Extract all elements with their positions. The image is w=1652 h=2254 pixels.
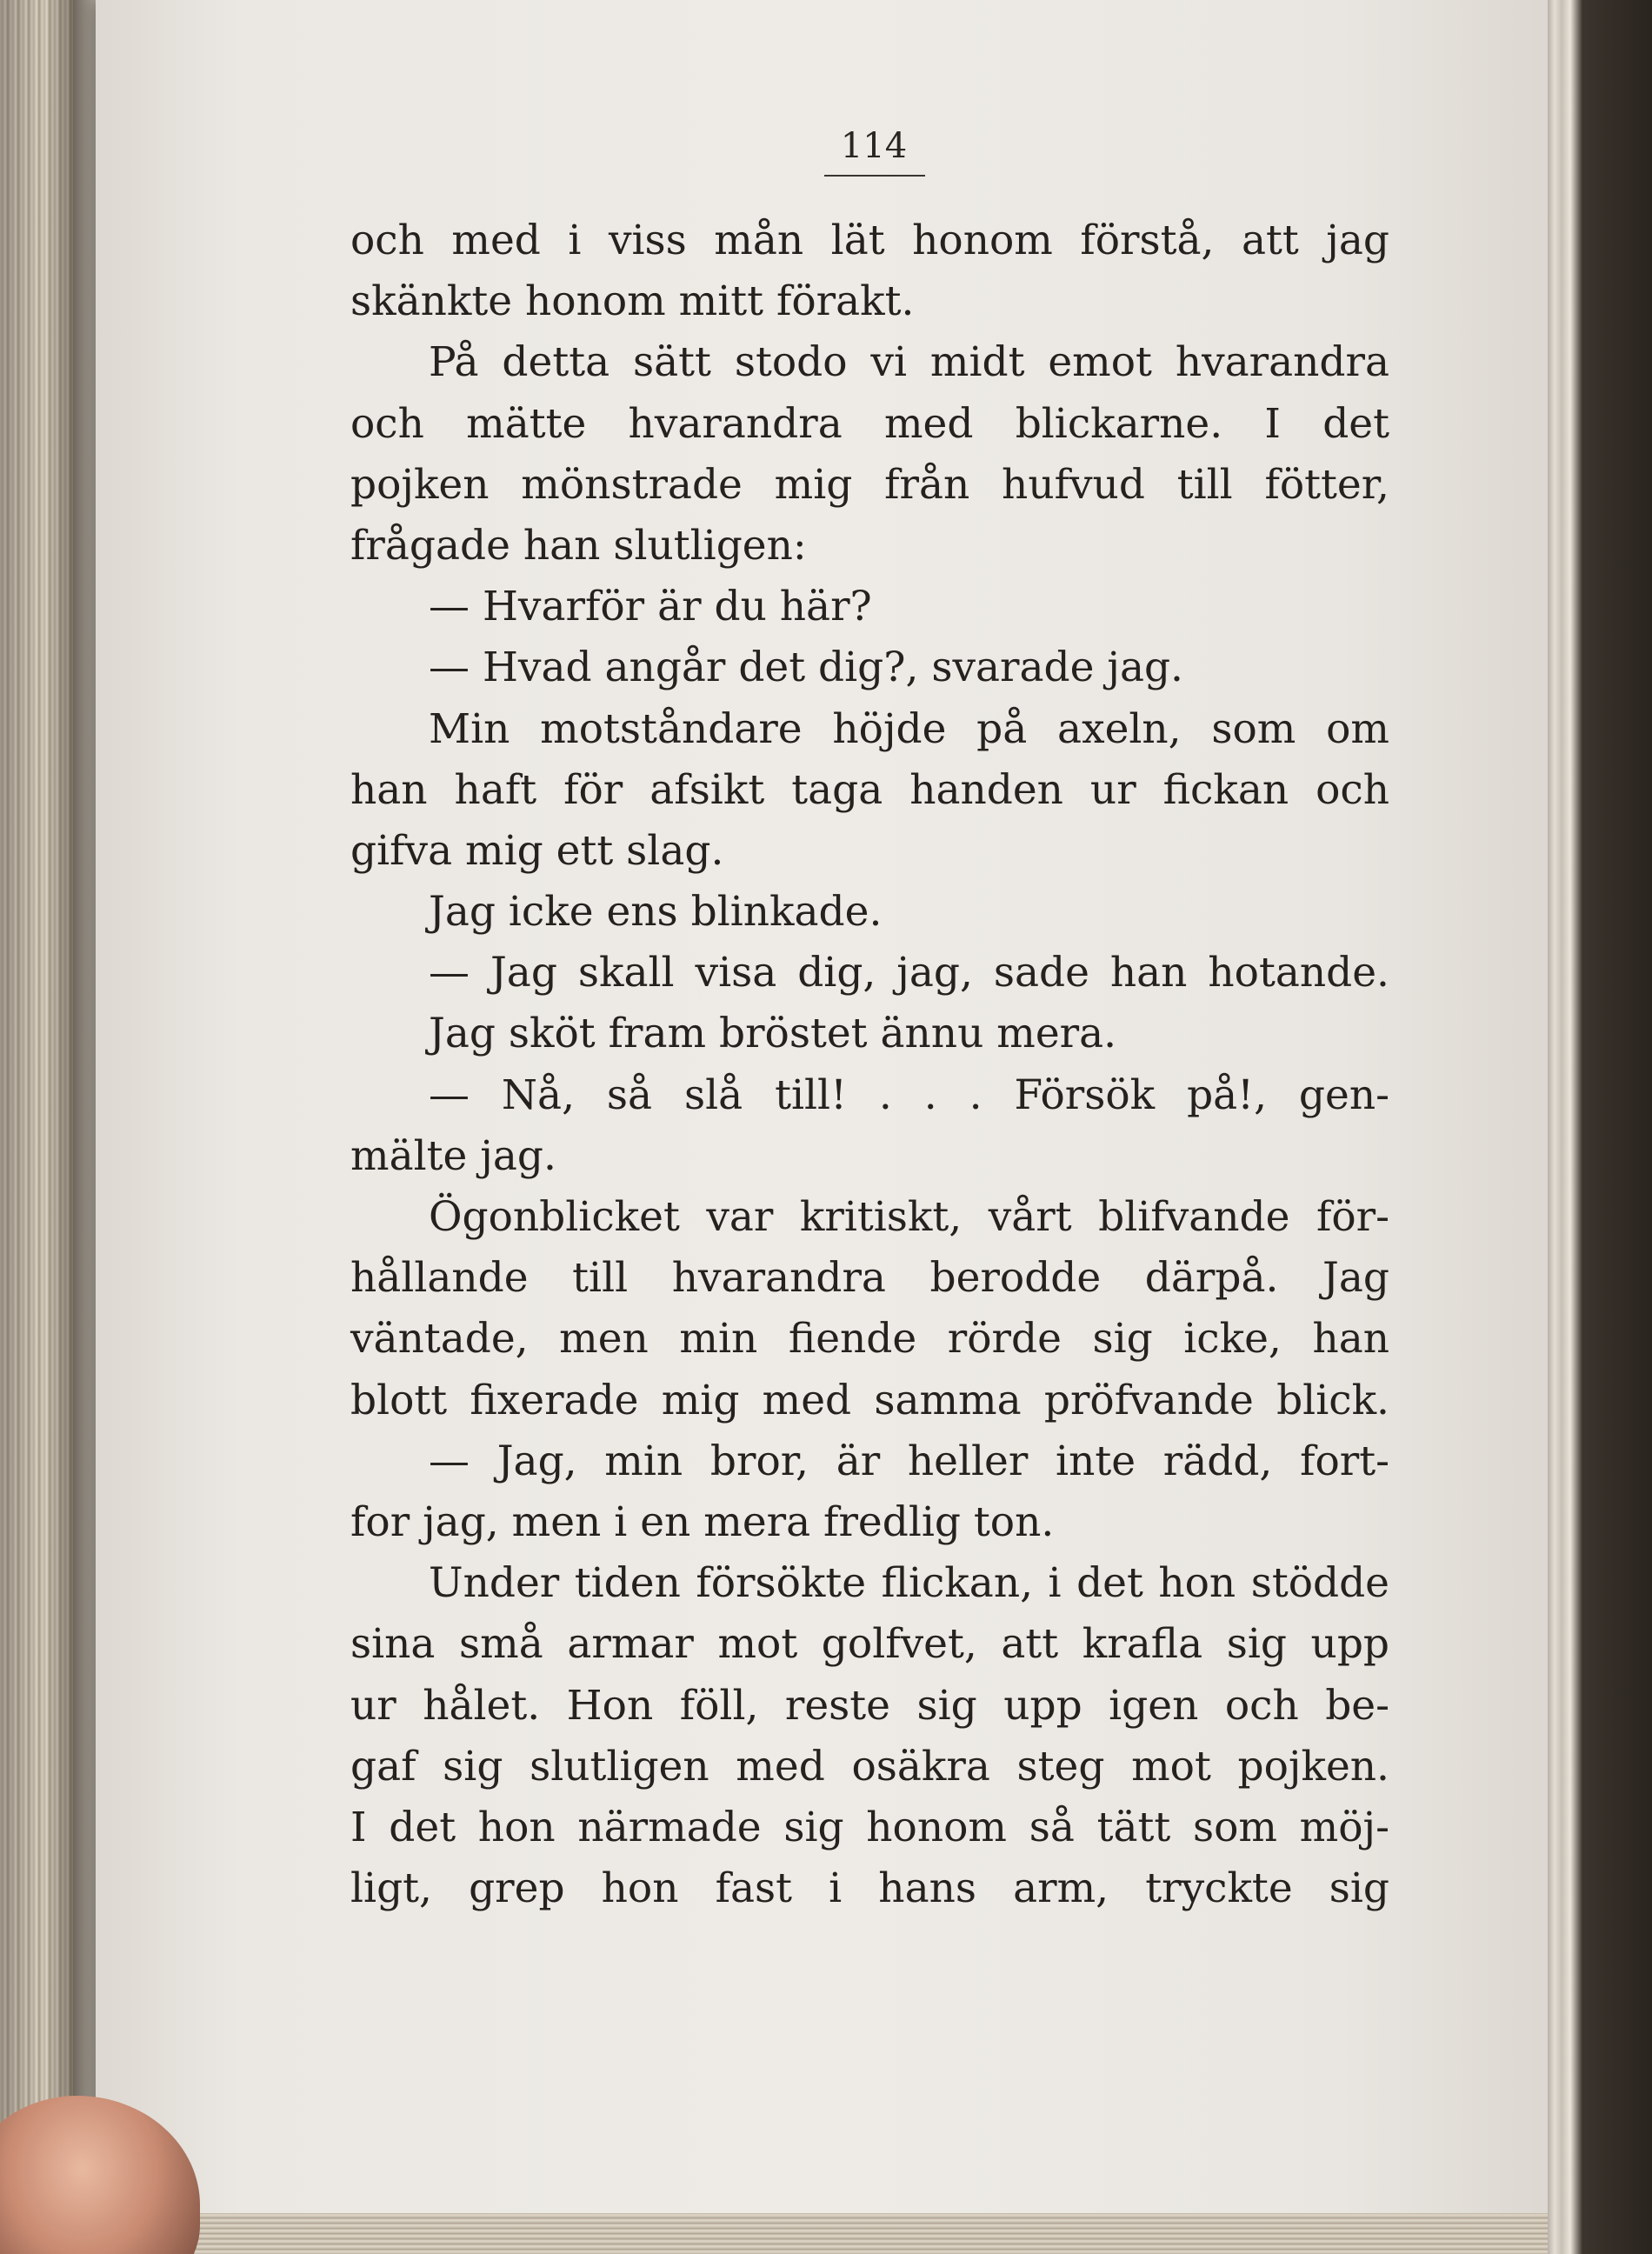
- text-line: På detta sätt stodo vi midt emot hvarandra: [429, 338, 1389, 387]
- text-line: och med i viss mån lät honom förstå, att jag: [350, 217, 1389, 264]
- text-line: pojken mönstrade mig från hufvud till fötter,: [350, 460, 1389, 509]
- text-line: väntade, men min fiende rörde sig icke, han: [350, 1315, 1389, 1364]
- text-line: Under tiden försökte flickan, i det hon stödde: [429, 1559, 1389, 1608]
- text-line: Ögonblicket var kritiskt, vårt blifvande för-: [429, 1193, 1389, 1241]
- text-line: frågade han slutligen:: [350, 521, 807, 570]
- body-text: [350, 210, 1389, 1919]
- page-number: 114: [840, 126, 908, 166]
- text-line: och mätte hvarandra med blickarne. I det: [350, 399, 1389, 448]
- text-line: gifva mig ett slag.: [350, 826, 724, 875]
- text-line: — Hvarför är du här?: [429, 583, 872, 631]
- text-line: Jag icke ens blinkade.: [429, 888, 883, 937]
- right-page-edges: [1548, 0, 1652, 2254]
- text-line: for jag, men i en mera fredlig ton.: [350, 1497, 1055, 1546]
- text-line: — Hvad angår det dig?, svarade jag.: [429, 644, 1183, 692]
- text-line: Jag sköt fram bröstet ännu mera.: [429, 1010, 1117, 1058]
- text-line: skänkte honom mitt förakt.: [350, 277, 915, 326]
- text-line: hållande till hvarandra berodde därpå. Jag: [350, 1254, 1389, 1303]
- text-line: sina små armar mot golfvet, att krafla sig upp: [350, 1620, 1389, 1669]
- text-line: — Nå, så slå till! . . . Försök på!, gen-: [429, 1070, 1389, 1119]
- left-page-edges: [0, 0, 73, 2254]
- text-line: — Jag, min bror, är heller inte rädd, fort-: [429, 1437, 1389, 1485]
- text-line: ligt, grep hon fast i hans arm, tryckte sig: [350, 1864, 1389, 1913]
- text-line: mälte jag.: [350, 1131, 556, 1180]
- text-line: Min motståndare höjde på axeln, som om: [429, 704, 1389, 753]
- text-line: ur hålet. Hon föll, reste sig upp igen och be-: [350, 1681, 1389, 1730]
- text-line: I det hon närmade sig honom så tätt som möj-: [350, 1803, 1389, 1851]
- text-line: — Jag skall visa dig, jag, sade han hotande.: [429, 949, 1389, 997]
- text-line: han haft för afsikt taga handen ur fickan och: [350, 765, 1389, 814]
- bottom-page-edges: [96, 2213, 1556, 2254]
- text-line: blott fixerade mig med samma pröfvande blick.: [350, 1376, 1389, 1424]
- text-line: gaf sig slutligen med osäkra steg mot pojken.: [350, 1742, 1389, 1791]
- page-number-rule: [824, 175, 925, 177]
